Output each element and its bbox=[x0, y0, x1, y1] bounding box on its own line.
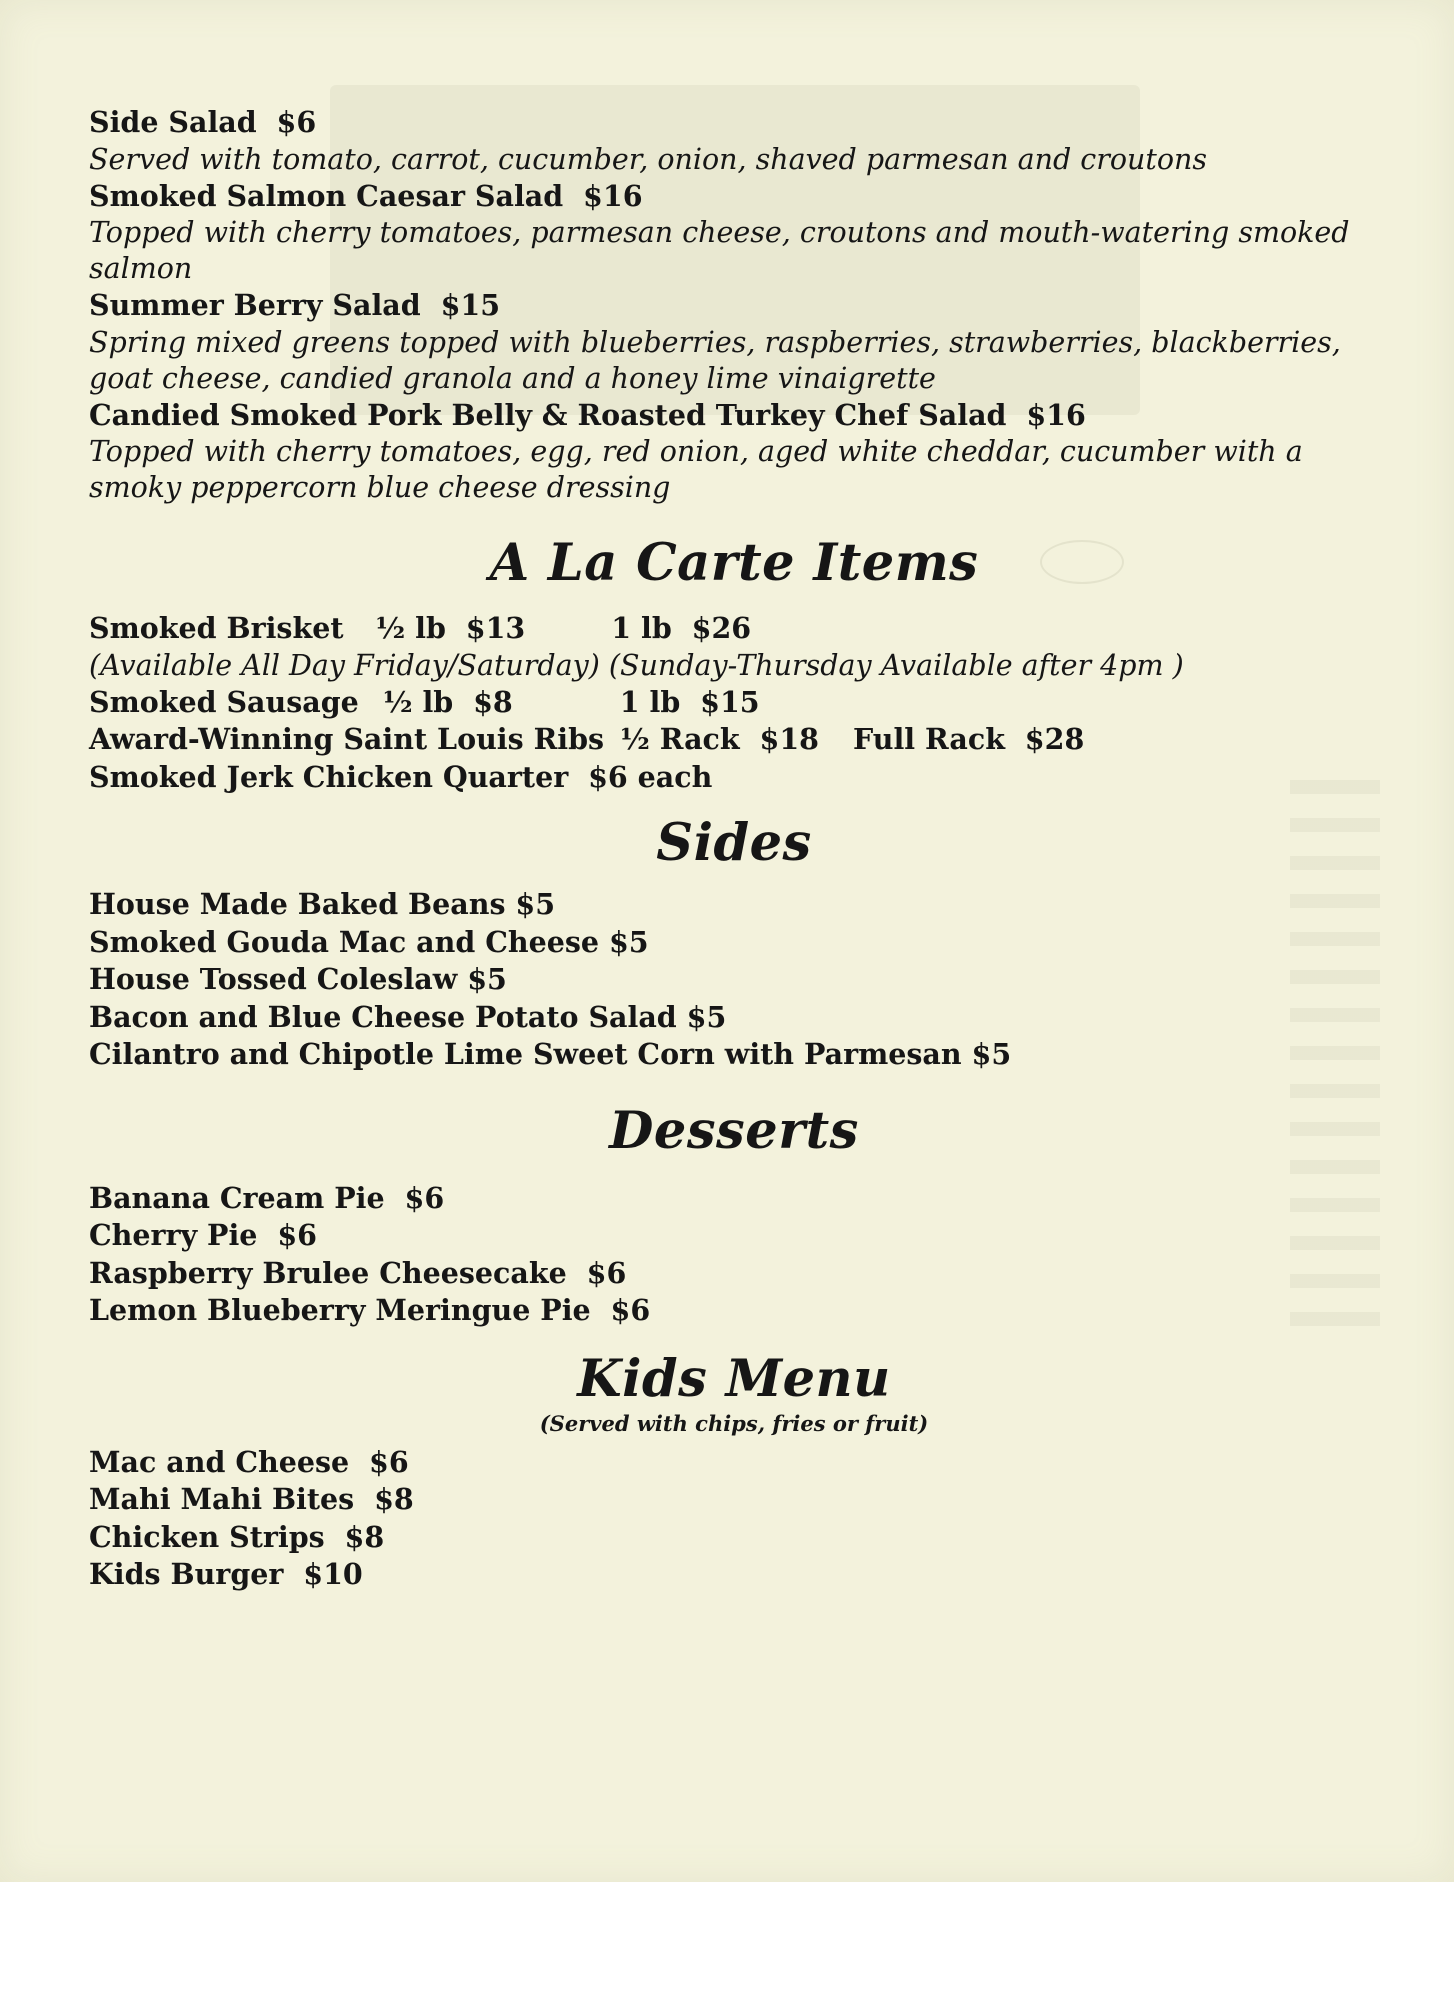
item-price: $15 bbox=[440, 288, 501, 322]
dessert-item: Banana Cream Pie $6 bbox=[89, 1180, 445, 1215]
side-item: Cilantro and Chipotle Lime Sweet Corn with Parmesan $5 bbox=[89, 1037, 1012, 1071]
item-description: Spring mixed greens topped with blueberries, raspberries, strawberries, blackberries, goat cheese, candied granola and a honey lime vinaigrette bbox=[89, 325, 1341, 395]
item-name: Candied Smoked Pork Belly & Roasted Turkey Chef Salad bbox=[89, 397, 1007, 432]
kids-heading: Kids Menu bbox=[577, 1348, 891, 1409]
brisket-item: Smoked Brisket ½ lb $13 1 lb $26 bbox=[89, 611, 752, 645]
menu-content bbox=[89, 104, 1379, 1594]
item-price: $16 bbox=[1026, 397, 1086, 432]
sides-section bbox=[89, 886, 1379, 1074]
desserts-heading: Desserts bbox=[609, 1100, 859, 1161]
side-item: House Tossed Coleslaw $5 bbox=[89, 962, 507, 996]
item-name: Summer Berry Salad bbox=[89, 288, 421, 322]
salad-item bbox=[89, 104, 1379, 178]
side-item: House Made Baked Beans $5 bbox=[89, 887, 556, 921]
salad-item bbox=[89, 397, 1379, 507]
chicken-item: Smoked Jerk Chicken Quarter $6 each bbox=[89, 759, 713, 794]
brisket-availability: (Available All Day Friday/Saturday) (Sunday-Thursday Available after 4pm ) bbox=[89, 648, 1184, 682]
sides-heading: Sides bbox=[656, 813, 812, 873]
a-la-carte-section bbox=[89, 610, 1379, 796]
dessert-item: Lemon Blueberry Meringue Pie $6 bbox=[89, 1293, 651, 1327]
kids-item: Chicken Strips $8 bbox=[89, 1519, 385, 1554]
item-description: Served with tomato, carrot, cucumber, onion, shaved parmesan and croutons bbox=[89, 142, 1207, 176]
salad-item bbox=[89, 178, 1379, 288]
kids-section bbox=[89, 1444, 1379, 1594]
item-price: $16 bbox=[583, 178, 643, 213]
salad-item bbox=[89, 287, 1379, 397]
side-item: Bacon and Blue Cheese Potato Salad $5 bbox=[89, 999, 727, 1034]
dessert-item: Cherry Pie $6 bbox=[89, 1218, 317, 1252]
item-description: Topped with cherry tomatoes, egg, red onion, aged white cheddar, cucumber with a smoky peppercorn blue cheese dressing bbox=[89, 435, 1303, 504]
kids-item: Kids Burger $10 bbox=[89, 1557, 363, 1591]
kids-note: (Served with chips, fries or fruit) bbox=[539, 1410, 929, 1436]
kids-item: Mac and Cheese $6 bbox=[89, 1444, 409, 1479]
desserts-section bbox=[89, 1180, 1379, 1330]
a-la-carte-heading: A La Carte Items bbox=[489, 533, 979, 593]
salads-section bbox=[89, 104, 1379, 506]
item-price: $6 bbox=[276, 105, 317, 139]
ribs-item: Award-Winning Saint Louis Ribs ½ Rack $18 Full Rack $28 bbox=[89, 722, 1085, 756]
kids-item: Mahi Mahi Bites $8 bbox=[89, 1482, 414, 1516]
sausage-item: Smoked Sausage ½ lb $8 1 lb $15 bbox=[89, 684, 760, 719]
side-item: Smoked Gouda Mac and Cheese $5 bbox=[89, 924, 649, 959]
item-name: Smoked Salmon Caesar Salad bbox=[89, 178, 564, 213]
item-description: Topped with cherry tomatoes, parmesan cheese, croutons and mouth-watering smoked salmon bbox=[89, 216, 1350, 285]
item-name: Side Salad bbox=[89, 105, 257, 139]
dessert-item: Raspberry Brulee Cheesecake $6 bbox=[89, 1255, 627, 1290]
